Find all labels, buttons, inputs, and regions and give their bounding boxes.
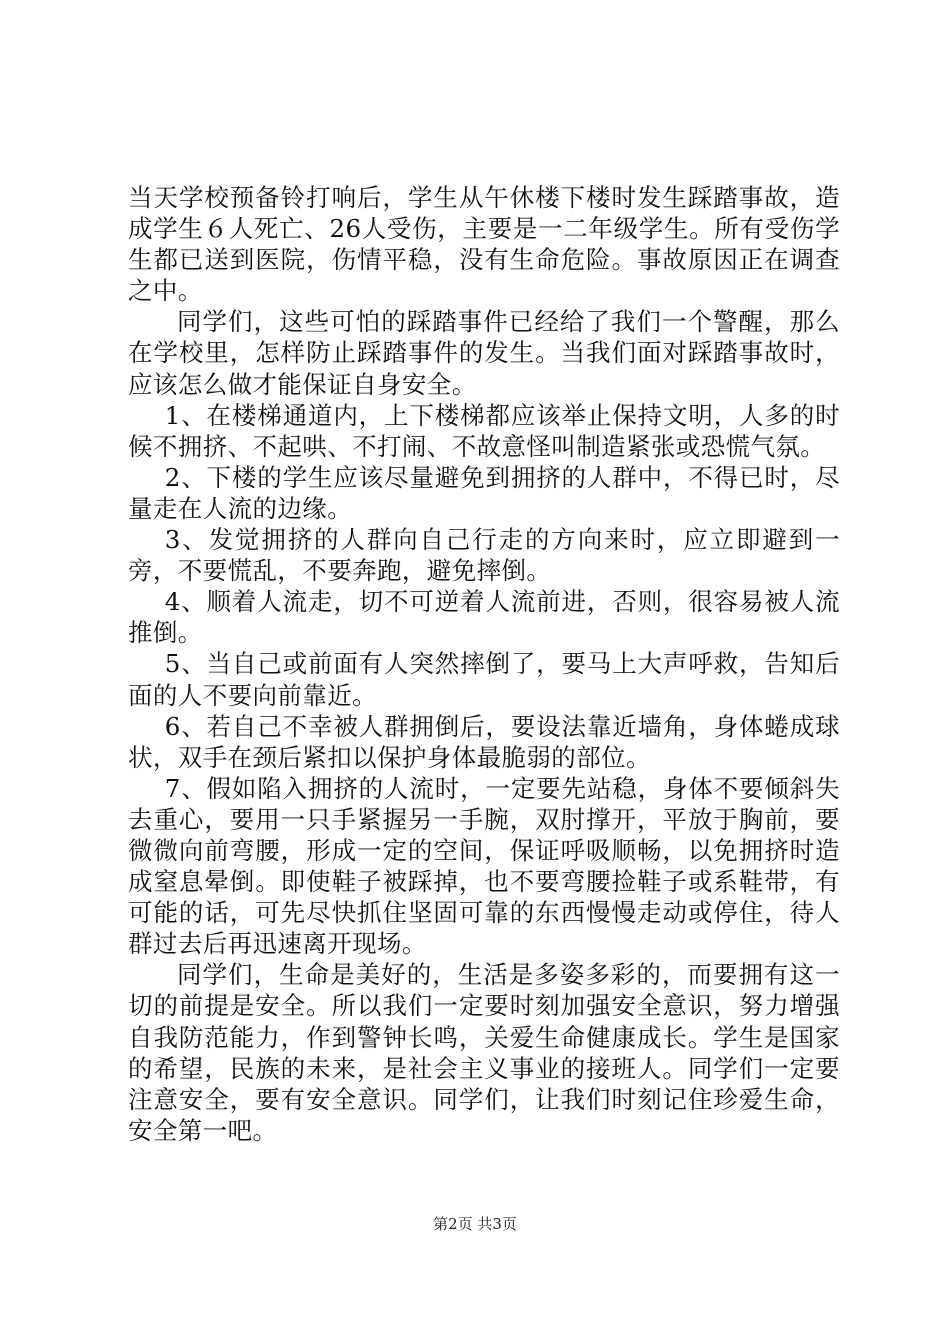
- safety-tip-3: 3、发觉拥挤的人群向自己行走的方向来时，应立即避到一旁，不要慌乱，不要奔跑，避免摔倒。: [128, 525, 840, 586]
- safety-tip-7: 7、假如陷入拥挤的人流时，一定要先站稳，身体不要倾斜失去重心，要用一只手紧握另一手腕，双肘撑开，平放于胸前，要微微向前弯腰，形成一定的空间，保证呼吸顺畅，以免拥挤时造成窒息晕倒。即使鞋子被踩掉，也不要弯腰捡鞋子或系鞋带，有可能的话，可先尽快抓住坚固可靠的东西慢慢走动或停住，待人群过去后再迅速离开现场。: [128, 773, 840, 959]
- safety-tip-6: 6、若自己不幸被人群拥倒后，要设法靠近墙角，身体蜷成球状，双手在颈后紧扣以保护身体最脆弱的部位。: [128, 711, 840, 772]
- page-number-footer: 第2页 共3页: [433, 1215, 517, 1233]
- document-body: [128, 182, 840, 1146]
- safety-tip-2: 2、下楼的学生应该尽量避免到拥挤的人群中，不得已时，尽量走在人流的边缘。: [128, 462, 840, 523]
- paragraph-intro-continuation: 当天学校预备铃打响后，学生从午休楼下楼时发生踩踏事故，造成学生６人死亡、26人受伤，主要是一二年级学生。所有受伤学生都已送到医院，伤情平稳，没有生命危险。事故原因正在调查之中。: [128, 183, 840, 306]
- safety-tip-5: 5、当自己或前面有人突然摔倒了，要马上大声呼救，告知后面的人不要向前靠近。: [128, 649, 840, 710]
- paragraph-conclusion: 同学们，生命是美好的，生活是多姿多彩的，而要拥有这一切的前提是安全。所以我们一定要时刻加强安全意识，努力增强自我防范能力，作到警钟长鸣，关爱生命健康成长。学生是国家的希望，民族的未来，是社会主义事业的接班人。同学们一定要注意安全，要有安全意识。同学们，让我们时刻记住珍爱生命，安全第一吧。: [128, 960, 840, 1145]
- paragraph-warning: 同学们，这些可怕的踩踏事件已经给了我们一个警醒，那么在学校里，怎样防止踩踏事件的发生。当我们面对踩踏事故时，应该怎么做才能保证自身安全。: [128, 307, 840, 399]
- safety-tip-1: 1、在楼梯通道内，上下楼梯都应该举止保持文明，人多的时候不拥挤、不起哄、不打闹、不故意怪叫制造紧张或恐慌气氛。: [128, 400, 840, 461]
- safety-tip-4: 4、顺着人流走，切不可逆着人流前进，否则，很容易被人流推倒。: [128, 587, 840, 648]
